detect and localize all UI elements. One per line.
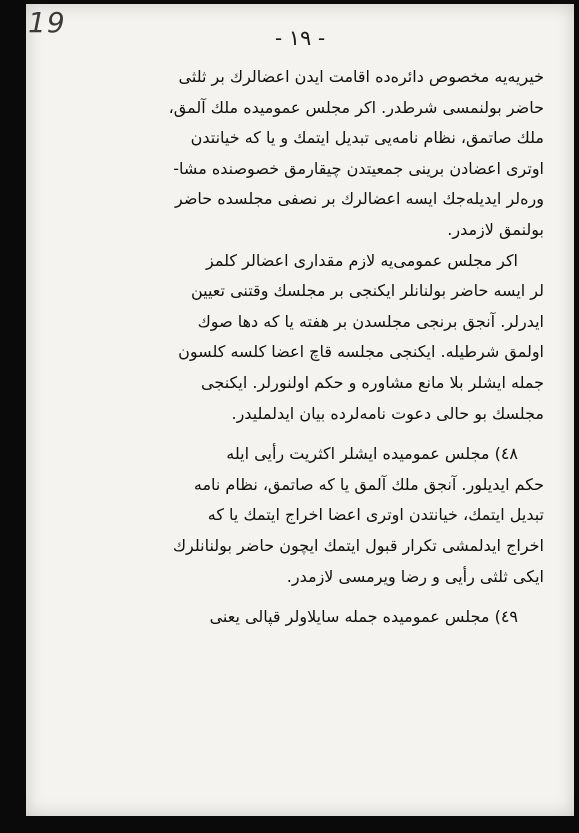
text-line: ملك صاتمق، نظام نامه‌یی تبدیل ایتمك و یا كه خیانتدن [190, 128, 544, 148]
paragraph-article-49 [54, 602, 544, 633]
text-line: حكم ایدیلور. آنجق ملك آلمق یا كه صاتمق، نظام نامه [193, 474, 544, 494]
paragraph-article-48 [54, 439, 544, 592]
text-line: مجلسك بو حالی دعوت نامه‌لرده بیان ایدلملیدر. [231, 403, 544, 423]
text-line: ٤٨) مجلس عمومیده ایشلر اكثریت رأیی ایله [226, 444, 518, 464]
text-line: خیریه‌یه مخصوص دائره‌ده اقامت ایدن اعضالرك بر ثلثی [178, 67, 544, 86]
text-line: لر ایسه حاضر بولنانلر ایكنجی بر مجلسك وقتنی تعیین [190, 281, 544, 301]
text-line: بولنمق لازمدر. [447, 219, 544, 239]
body-text [54, 62, 544, 633]
text-line: تبدیل ایتمك، خیانتدن اوتری اعضا اخراج ایتمك یا كه [207, 505, 544, 525]
text-line: اكر مجلس عمومی‌یه لازم مقداری اعضالر كلمز [206, 250, 518, 270]
text-line: جمله ایشلر بلا مانع مشاوره و حكم اولنورلر. ایكنجی [201, 372, 544, 392]
text-line: وره‌لر ایدیله‌جك ایسه اعضالرك بر نصفی مجلسده حاضر [175, 189, 544, 209]
text-line: اولمق شرطیله. ایكنجی مجلسه قاچ اعضا كلسه كلسون [178, 342, 544, 362]
handwritten-page-number: 19 [28, 6, 66, 39]
text-line: اوتری اعضادن برینی جمعیتدن چیقارمق خصوصنده مشا- [173, 158, 544, 178]
paragraph [54, 246, 544, 430]
paragraph [54, 62, 544, 246]
text-line: ایدرلر. آنجق برنجی مجلسدن بر هفته یا كه دها صوك [197, 311, 544, 331]
page-number: - ١٩ - [274, 26, 326, 50]
text-line: ایكی ثلثی رأیی و رضا ویرمسی لازمدر. [286, 566, 544, 586]
document-page [26, 4, 574, 816]
text-line: ٤٩) مجلس عمومیده جمله سایلاولر قپالی یعنی [209, 607, 518, 627]
text-line: اخراج ایدلمشی تكرار قبول ایتمك ایچون حاضر بولنانلرك [172, 535, 544, 555]
text-line: حاضر بولنمسی شرطدر. اكر مجلس عمومیده ملك آلمق، [168, 97, 544, 117]
